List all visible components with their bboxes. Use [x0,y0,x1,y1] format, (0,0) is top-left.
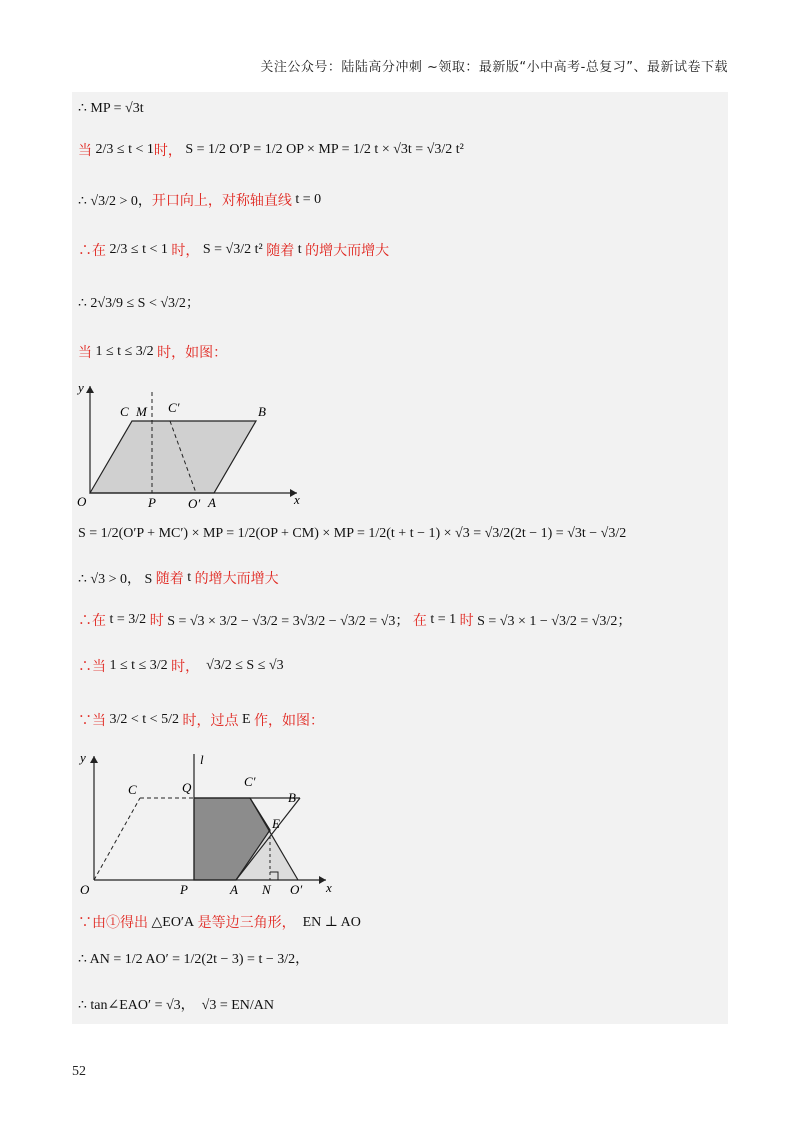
label-p: P [148,495,156,508]
label-y: y [80,750,86,765]
math-segment: ∴ √3/2 > 0， [78,194,152,209]
text-line [78,912,361,932]
text-segment-red: 时 [456,614,478,629]
math-segment: EN ⊥ AO [295,914,361,930]
text-segment-red: ∴在 [78,244,110,259]
text-line [78,710,324,730]
math-segment: ∴ √3 > 0， S [78,572,156,587]
text-segment-red: 时 [146,614,168,629]
label-o-prime: O′ [290,882,303,897]
label-y: y [78,380,84,395]
label-b: B [288,790,296,805]
text-segment-red: 随着 [266,244,298,259]
label-c-prime: C′ [168,400,180,415]
shaded-parallelogram [90,421,256,493]
text-segment-red: 时， [167,244,200,259]
math-segment: S = 1/2 O′P = 1/2 OP × MP = 1/2 t × √3t = √3/2 t² [181,142,464,157]
text-segment-red: ∴在 [78,614,110,629]
label-x: x [326,880,332,895]
math-segment: 1 ≤ t ≤ 3/2 [109,658,168,673]
label-q: Q [182,780,192,795]
math-segment: t = 0 [291,192,322,207]
math-segment: S = √3/2 t² [199,242,267,257]
label-p: P [180,882,188,897]
math-segment: ∴ MP = √3t [78,101,144,116]
math-segment: ∴ 2√3/9 ≤ S < √3/2； [78,296,200,311]
math-segment: S = 1/2(O′P + MC′) × MP = 1/2(OP + CM) × MP = 1/2(t + t − 1) × √3 = √3/2(2t − 1) = √3t − √3/2 [78,526,627,541]
label-x: x [294,492,300,507]
text-line [78,656,284,676]
text-line [78,526,626,542]
math-segment: ∴ tan∠EAO′ = √3， √3 = EN/AN [78,998,275,1013]
math-segment: t = 1 [430,612,457,627]
math-segment: S = √3 × 1 − √3/2 = √3/2； [477,614,632,629]
text-line [78,568,279,588]
label-c: C [128,782,137,797]
label-o-prime: O′ [188,496,201,508]
text-line [78,190,321,210]
math-segment: 2/3 ≤ t < 1 [95,142,154,157]
dashed-segment-o-c [94,798,140,880]
text-segment-red: 在 [409,614,431,629]
text-line [78,100,144,117]
text-line [78,610,631,630]
label-o: O [77,494,87,508]
text-segment-red: 时，过点 [178,714,242,729]
x-axis-arrow [319,876,326,884]
text-segment-red: 作，如图： [250,714,325,729]
text-line [78,342,227,362]
label-m: M [136,404,147,419]
math-segment: ∴ AN = 1/2 AO′ = 1/2(2t − 3) = t − 3/2， [78,952,310,967]
solution-panel [72,92,728,1024]
text-segment-red: 的增大而增大 [301,244,390,259]
math-segment: √3/2 ≤ S ≤ √3 [199,658,284,673]
text-line [78,140,464,160]
text-segment-red: 是等边三角形， [194,916,296,931]
text-line [78,994,274,1014]
text-segment-red: 随着 [155,572,188,587]
label-c-prime: C′ [244,774,256,789]
math-segment: 3/2 < t < 5/2 [109,712,179,727]
text-segment-red: 当 [78,144,96,159]
math-segment: 1 ≤ t ≤ 3/2 [95,344,154,359]
label-n: N [262,882,271,897]
text-segment-red: ∵由①得出 [78,916,152,931]
text-line [78,240,389,260]
label-c: C [120,404,129,419]
y-axis-arrow [86,386,94,393]
page-number: 52 [72,1064,86,1079]
label-l: l [200,752,204,767]
text-segment-red: 时， [167,660,200,675]
label-a: A [230,882,238,897]
math-segment: t = 3/2 [109,612,147,627]
figure-2 [72,748,342,903]
math-segment: t [297,242,302,257]
text-segment-red: ∵当 [78,714,110,729]
text-segment-red: 时， [153,144,182,159]
math-segment: E [241,712,251,727]
math-segment: S = √3 × 3/2 − √3/2 = 3√3/2 − √3/2 = √3； [167,614,410,629]
math-segment: △EO′A [151,914,195,930]
y-axis-arrow [90,756,98,763]
text-segment-red: 当 [78,346,96,361]
label-e: E [272,816,280,831]
text-line [78,948,309,968]
text-segment-red: 的增大而增大 [191,572,279,587]
text-line [78,292,200,312]
figure-1 [72,378,312,508]
label-o: O [80,882,90,897]
math-segment: 2/3 ≤ t < 1 [109,242,168,257]
math-segment: t [187,570,192,585]
page-header: 关注公众号：陆陆高分冲刺 ~领取：最新版“小中高考-总复习”、最新试卷下载 [260,60,728,75]
text-segment-red: 开口向上，对称轴直线 [151,194,292,209]
text-segment-red: 时，如图： [153,346,228,361]
label-a: A [208,495,216,508]
label-b: B [258,404,266,419]
text-segment-red: ∴当 [78,660,110,675]
